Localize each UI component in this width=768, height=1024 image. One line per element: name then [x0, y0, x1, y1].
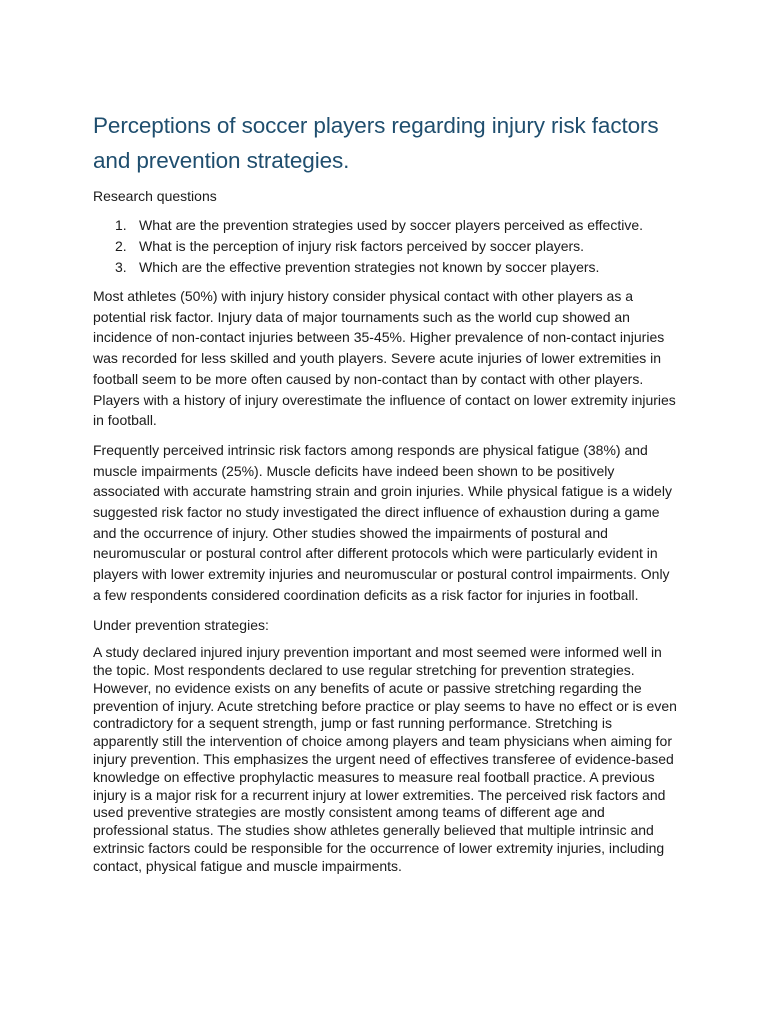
research-question-item: [93, 215, 681, 236]
paragraph-prevention-strategies: A study declared injured injury prevention important and most seemed were informed well in the topic. Most respondents declared to use regular stretching for prevention strategies. However, no evidence exists on any benefits of acute or passive stretching regarding the prevention of injury. Acute stretching before practice or play seems to have no effect or is even contradictory for a sequent strength, jump or fast running performance. Stretching is apparently still the intervention of choice among players and team physicians when aiming for injury prevention. This emphasizes the urgent need of effectives transferee of evidence-based knowledge on effective prophylactic measures to measure real football practice. A previous injury is a major risk for a recurrent injury at lower extremities. The perceived risk factors and used preventive strategies are mostly consistent among teams of different age and professional status. The studies show athletes generally believed that multiple intrinsic and extrinsic factors could be responsible for the occurrence of lower extremity injuries, including contact, physical fatigue and muscle impairments.: [93, 644, 677, 874]
paragraph-contact-injuries: Most athletes (50%) with injury history consider physical contact with other players as a potential risk factor. Injury data of major tournaments such as the world cup showed an incidence of non-contact injuries between 35-45%. Higher prevalence of non-contact injuries was recorded for less skilled and youth players. Severe acute injuries of lower extremities in football seem to be more often caused by non-contact than by contact with other players. Players with a history of injury overestimate the influence of contact on lower extremity injuries in football.: [93, 288, 676, 429]
document-title: Perceptions of soccer players regarding injury risk factors and prevention strategies.: [93, 113, 659, 173]
list-number: 3.: [115, 259, 127, 275]
research-question-item: [93, 236, 681, 257]
research-questions-list: [93, 215, 681, 278]
research-question-text: What is the perception of injury risk factors perceived by soccer players.: [139, 238, 585, 254]
research-question-text: What are the prevention strategies used by soccer players perceived as effective.: [139, 217, 644, 233]
list-number: 1.: [115, 217, 127, 233]
paragraph-intrinsic-risk-factors: Frequently perceived intrinsic risk factors among responds are physical fatigue (38%) and muscle impairments (25%). Muscle deficits have indeed been shown to be positively associated with accurate hamstring strain and groin injuries. While physical fatigue is a widely suggested risk factor no study investigated the direct influence of exhaustion during a game and the occurrence of injury. Other studies showed the impairments of postural and neuromuscular or postural control after different protocols which were particularly evident in players with lower extremity injuries and neuromuscular or postural control impairments. Only a few respondents considered coordination deficits as a risk factor for injuries in football.: [93, 441, 672, 603]
document-page: [93, 108, 681, 876]
research-question-text: Which are the effective prevention strategies not known by soccer players.: [139, 259, 600, 275]
research-questions-heading: Research questions: [93, 188, 217, 204]
prevention-strategies-heading: Under prevention strategies:: [93, 616, 269, 633]
list-number: 2.: [115, 238, 127, 254]
research-question-item: [93, 257, 681, 278]
